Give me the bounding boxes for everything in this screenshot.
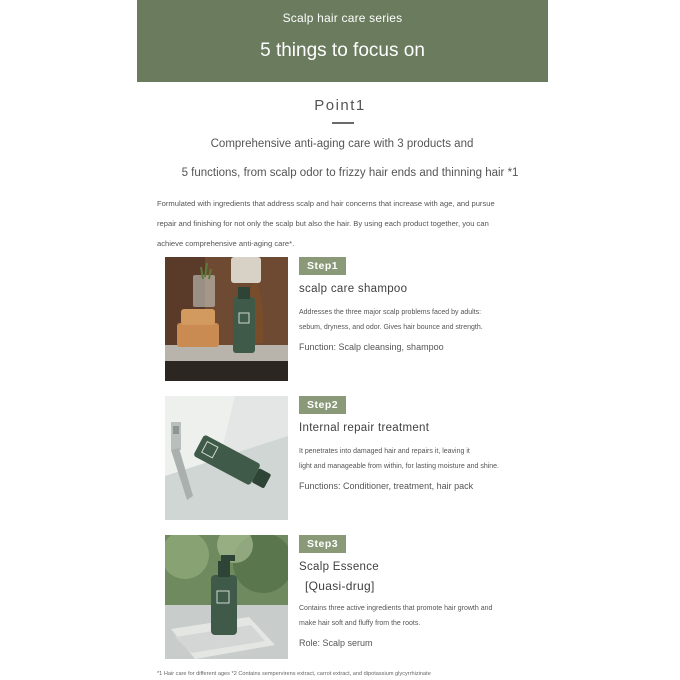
step1-desc-line: sebum, dryness, and odor. Gives hair bounce and strength. <box>299 324 483 331</box>
step1-desc-line: Addresses the three major scalp problems faced by adults: <box>299 309 482 316</box>
step2-name: Internal repair treatment <box>299 422 430 434</box>
essence-bottle-photo-icon <box>165 535 288 659</box>
point-headline-line1: Comprehensive anti-aging care with 3 products and <box>210 138 474 150</box>
shampoo-bottle-photo-icon <box>165 257 288 381</box>
footnote: *1 Hair care for different ages *2 Contains sempervirens extract, carrot extract, and dipotassium glycyrrhizinate <box>157 671 431 677</box>
point-title: Point1 <box>314 97 366 114</box>
step3-desc-line: Contains three active ingredients that promote hair growth and <box>299 605 493 612</box>
step3-description <box>299 601 539 631</box>
step3-desc-line: make hair soft and fluffy from the roots. <box>299 620 421 627</box>
banner-title: 5 things to focus on <box>260 40 425 61</box>
header-banner <box>137 0 548 82</box>
step2-desc-line: It penetrates into damaged hair and repairs it, leaving it <box>299 448 470 455</box>
intro-line: Formulated with ingredients that address scalp and hair concerns that increase with age, and pursue <box>157 199 495 208</box>
banner-subtitle: Scalp hair care series <box>282 11 403 25</box>
step1-badge: Step1 <box>299 257 346 275</box>
step2-desc-line: light and manageable from within, for lasting moisture and shine. <box>299 463 499 470</box>
step3-name-quasi-drug: [Quasi-drug] <box>305 579 375 593</box>
step2-description <box>299 444 539 474</box>
step2-product-image <box>165 396 288 520</box>
step3-product-image <box>165 535 288 659</box>
point-divider <box>332 122 354 124</box>
step2-function: Functions: Conditioner, treatment, hair pack <box>299 481 474 491</box>
step1-function: Function: Scalp cleansing, shampoo <box>299 342 444 352</box>
intro-line: achieve comprehensive anti-aging care*. <box>157 239 295 248</box>
point-headline-line2: 5 functions, from scalp odor to frizzy hair ends and thinning hair *1 <box>181 167 519 179</box>
step3-function: Role: Scalp serum <box>299 638 373 648</box>
treatment-tube-photo-icon <box>165 396 288 520</box>
step2-badge: Step2 <box>299 396 346 414</box>
step1-product-image <box>165 257 288 381</box>
step3-badge: Step3 <box>299 535 346 553</box>
point-intro <box>157 194 537 254</box>
step1-name: scalp care shampoo <box>299 283 408 295</box>
step3-name: Scalp Essence <box>299 561 379 573</box>
intro-line: repair and finishing for not only the scalp but also the hair. By using each product together, you can <box>157 219 489 228</box>
step1-description <box>299 305 539 335</box>
